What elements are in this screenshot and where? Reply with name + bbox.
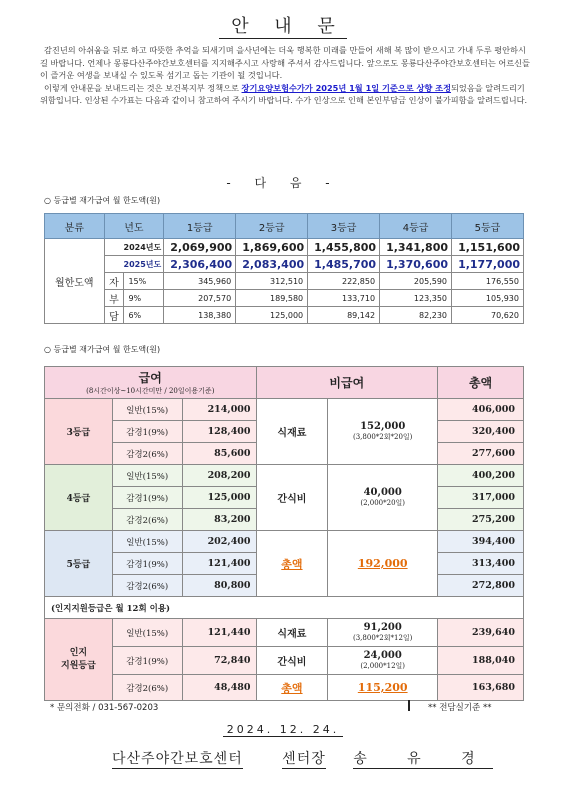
center-name: 다산주야간보호센터 xyxy=(112,748,243,769)
header-nonbenefit: 비급여 xyxy=(256,367,438,399)
table-cell: 2,069,900 xyxy=(164,239,236,256)
meal-label-cell: 식재료 xyxy=(256,399,328,465)
table-cell: 189,580 xyxy=(236,290,308,307)
header-benefit-label: 급여 xyxy=(138,371,162,385)
cog-meal-sub: (3,800*2회*12일) xyxy=(353,634,413,642)
pct-cell: 6% xyxy=(124,307,164,324)
cog-grade-line2: 지원등급 xyxy=(61,660,96,671)
cognitive-note: (인지지원등급은 월 12회 이용) xyxy=(45,597,524,619)
nonbenefit-total-label: 총액 xyxy=(281,557,303,571)
table-cell: 2,083,400 xyxy=(236,256,308,273)
burden-type-cell: 일반(15%) xyxy=(112,399,182,421)
cog-total-label: 총액 xyxy=(281,681,303,695)
cog-snack-value: 24,000 xyxy=(363,650,402,661)
header-grade-2: 2등급 xyxy=(236,214,308,239)
header-grade-5: 5등급 xyxy=(452,214,524,239)
nonbenefit-total-label-cell xyxy=(256,531,328,597)
category-cell: 월한도액 xyxy=(45,239,105,324)
table-cell: 1,341,800 xyxy=(380,239,452,256)
table-cell: 1,370,600 xyxy=(380,256,452,273)
table-cell: 1,455,800 xyxy=(308,239,380,256)
table-row xyxy=(45,465,524,487)
table-cell: 82,230 xyxy=(380,307,452,324)
header-year: 년도 xyxy=(104,214,164,239)
total-cell: 394,400 xyxy=(438,531,524,553)
table-cell: 205,590 xyxy=(380,273,452,290)
cog-total-value-cell xyxy=(328,675,438,701)
divider-bar xyxy=(408,700,410,711)
cog-snack-value-cell xyxy=(328,647,438,675)
table-cell: 222,850 xyxy=(308,273,380,290)
table-cell: 1,151,600 xyxy=(452,239,524,256)
cog-total-value: 115,200 xyxy=(357,681,408,694)
cog-total-label-cell xyxy=(256,675,328,701)
header-benefit-sub: (8시간이상~10시간미만 / 20일이용기준) xyxy=(86,387,215,395)
table-row xyxy=(45,647,524,675)
page-title: 안 내 문 xyxy=(0,12,566,38)
snack-value-cell xyxy=(328,465,438,531)
section1-title: ○ 등급별 재가급여 월 한도액(원) xyxy=(44,196,161,205)
burden-label-cell: 담 xyxy=(104,307,124,324)
amount-cell: 202,400 xyxy=(182,531,256,553)
snack-sub: (2,000*20일) xyxy=(360,499,406,507)
cog-meal-value: 91,200 xyxy=(363,622,402,633)
table-header-row xyxy=(45,214,524,239)
cog-snack-label-cell: 간식비 xyxy=(256,647,328,675)
total-cell: 277,600 xyxy=(438,443,524,465)
table-cell: 125,000 xyxy=(236,307,308,324)
total-cell: 320,400 xyxy=(438,421,524,443)
total-cell: 313,400 xyxy=(438,553,524,575)
table-cell: 345,960 xyxy=(164,273,236,290)
grade-cell xyxy=(45,619,113,701)
table-cell: 1,869,600 xyxy=(236,239,308,256)
table-cell: 176,550 xyxy=(452,273,524,290)
director-name: 송 유 경 xyxy=(353,748,492,769)
total-cell: 406,000 xyxy=(438,399,524,421)
intro-text xyxy=(40,44,530,107)
total-cell: 163,680 xyxy=(438,675,524,701)
table-cell: 2,306,400 xyxy=(164,256,236,273)
total-cell: 272,800 xyxy=(438,575,524,597)
header-grade-3: 3등급 xyxy=(308,214,380,239)
table-cell: 1,177,000 xyxy=(452,256,524,273)
snack-value: 40,000 xyxy=(363,487,402,498)
burden-type-cell: 감경2(6%) xyxy=(112,509,182,531)
pct-cell: 15% xyxy=(124,273,164,290)
table-row xyxy=(45,273,524,290)
year-cell: 2025년도 xyxy=(104,256,164,273)
grade-cell: 4등급 xyxy=(45,465,113,531)
cog-grade-line1: 인지 xyxy=(69,647,88,658)
amount-cell: 121,440 xyxy=(182,619,256,647)
burden-type-cell: 감경1(9%) xyxy=(112,487,182,509)
table-row xyxy=(45,675,524,701)
burden-type-cell: 감경2(6%) xyxy=(112,575,182,597)
meal-value-cell xyxy=(328,399,438,465)
header-grade-1: 1등급 xyxy=(164,214,236,239)
table-row xyxy=(45,399,524,421)
date-text: 2024. 12. 24. xyxy=(223,723,343,737)
amount-cell: 125,000 xyxy=(182,487,256,509)
header-grade-4: 4등급 xyxy=(380,214,452,239)
table-header-row xyxy=(45,367,524,399)
basis-note: ** 전담실기준 ** xyxy=(428,703,492,713)
note-row xyxy=(45,597,524,619)
intro-p2-start: 이렇게 안내문을 보내드리는 것은 보건복지부 정책으로 xyxy=(44,82,242,93)
table-row xyxy=(45,290,524,307)
nonbenefit-total-value: 192,000 xyxy=(357,557,408,570)
table-row xyxy=(45,256,524,273)
meal-sub: (3,800*2회*20일) xyxy=(353,433,413,441)
amount-cell: 128,400 xyxy=(182,421,256,443)
amount-cell: 121,400 xyxy=(182,553,256,575)
snack-label-cell: 간식비 xyxy=(256,465,328,531)
total-cell: 400,200 xyxy=(438,465,524,487)
table-cell: 89,142 xyxy=(308,307,380,324)
table-cell: 70,620 xyxy=(452,307,524,324)
header-benefit xyxy=(45,367,257,399)
grade-cell: 3등급 xyxy=(45,399,113,465)
year-cell: 2024년도 xyxy=(104,239,164,256)
monthly-limit-table xyxy=(44,213,524,324)
total-cell: 188,040 xyxy=(438,647,524,675)
burden-type-cell: 감경2(6%) xyxy=(112,675,182,701)
director-title: 센터장 xyxy=(282,748,326,769)
table-row xyxy=(45,531,524,553)
amount-cell: 72,840 xyxy=(182,647,256,675)
burden-type-cell: 일반(15%) xyxy=(112,465,182,487)
nonbenefit-total-value-cell xyxy=(328,531,438,597)
burden-type-cell: 일반(15%) xyxy=(112,531,182,553)
burden-type-cell: 감경1(9%) xyxy=(112,647,182,675)
total-cell: 239,640 xyxy=(438,619,524,647)
table-cell: 138,380 xyxy=(164,307,236,324)
burden-type-cell: 일반(15%) xyxy=(112,619,182,647)
amount-cell: 48,480 xyxy=(182,675,256,701)
burden-type-cell: 감경2(6%) xyxy=(112,443,182,465)
intro-highlight: 장기요양보험수가가 2025년 1월 1일 기준으로 상향 조정 xyxy=(241,82,451,93)
header-total: 총액 xyxy=(438,367,524,399)
contact-phone: * 문의전화 / 031-567-0203 xyxy=(50,703,159,713)
grade-cell: 5등급 xyxy=(45,531,113,597)
burden-label-cell: 부 xyxy=(104,290,124,307)
cog-meal-value-cell xyxy=(328,619,438,647)
table-row xyxy=(45,307,524,324)
table-cell: 133,710 xyxy=(308,290,380,307)
intro-paragraph-2 xyxy=(40,82,530,107)
amount-cell: 80,800 xyxy=(182,575,256,597)
cog-meal-label-cell: 식재료 xyxy=(256,619,328,647)
intro-paragraph-1: 감진년의 아쉬움을 뒤로 하고 따뜻한 추억을 되새기며 을사년에는 더욱 행복한 미래를 만들어 새해 복 많이 받으시고 가내 두루 평안하시길 바랍니다. 언제나 몽룡다산주야간보호센터를 지지해주시고 사랑해 주셔서 감사드립니다. 앞으로도 몽룡다산주야간보호센터는 어르신들이 즐거운 여생을 보내실 수 있도록 섬기고 돕는 기관이 될 것입니다. xyxy=(40,45,530,80)
header-category: 분류 xyxy=(45,214,105,239)
table-cell: 1,485,700 xyxy=(308,256,380,273)
total-cell: 317,000 xyxy=(438,487,524,509)
table-cell: 207,570 xyxy=(164,290,236,307)
intro-p2-end: 되었음을 알려드리기 위함입니다. 인상된 수가표는 다음과 같이니 참고하여 주시기 바랍니다. 수가 인상으로 인해 본인부담금 인상이 불가피함을 알려드립니다. xyxy=(40,82,528,105)
burden-type-cell: 감경1(9%) xyxy=(112,553,182,575)
cog-snack-sub: (2,000*12일) xyxy=(360,662,406,670)
signature-line xyxy=(112,748,493,769)
table-cell: 312,510 xyxy=(236,273,308,290)
burden-type-cell: 감경1(9%) xyxy=(112,421,182,443)
amount-cell: 214,000 xyxy=(182,399,256,421)
amount-cell: 85,600 xyxy=(182,443,256,465)
amount-cell: 83,200 xyxy=(182,509,256,531)
table-row xyxy=(45,619,524,647)
section-divider-heading: - 다 음 - xyxy=(226,176,340,190)
section2-title: ○ 등급별 재가급여 월 한도액(원) xyxy=(44,345,161,354)
fee-breakdown-table xyxy=(44,366,524,701)
table-cell: 105,930 xyxy=(452,290,524,307)
meal-value: 152,000 xyxy=(360,421,406,432)
document-date xyxy=(0,723,566,736)
amount-cell: 208,200 xyxy=(182,465,256,487)
pct-cell: 9% xyxy=(124,290,164,307)
table-cell: 123,350 xyxy=(380,290,452,307)
burden-label-cell: 자 xyxy=(104,273,124,290)
total-cell: 275,200 xyxy=(438,509,524,531)
table-row xyxy=(45,239,524,256)
